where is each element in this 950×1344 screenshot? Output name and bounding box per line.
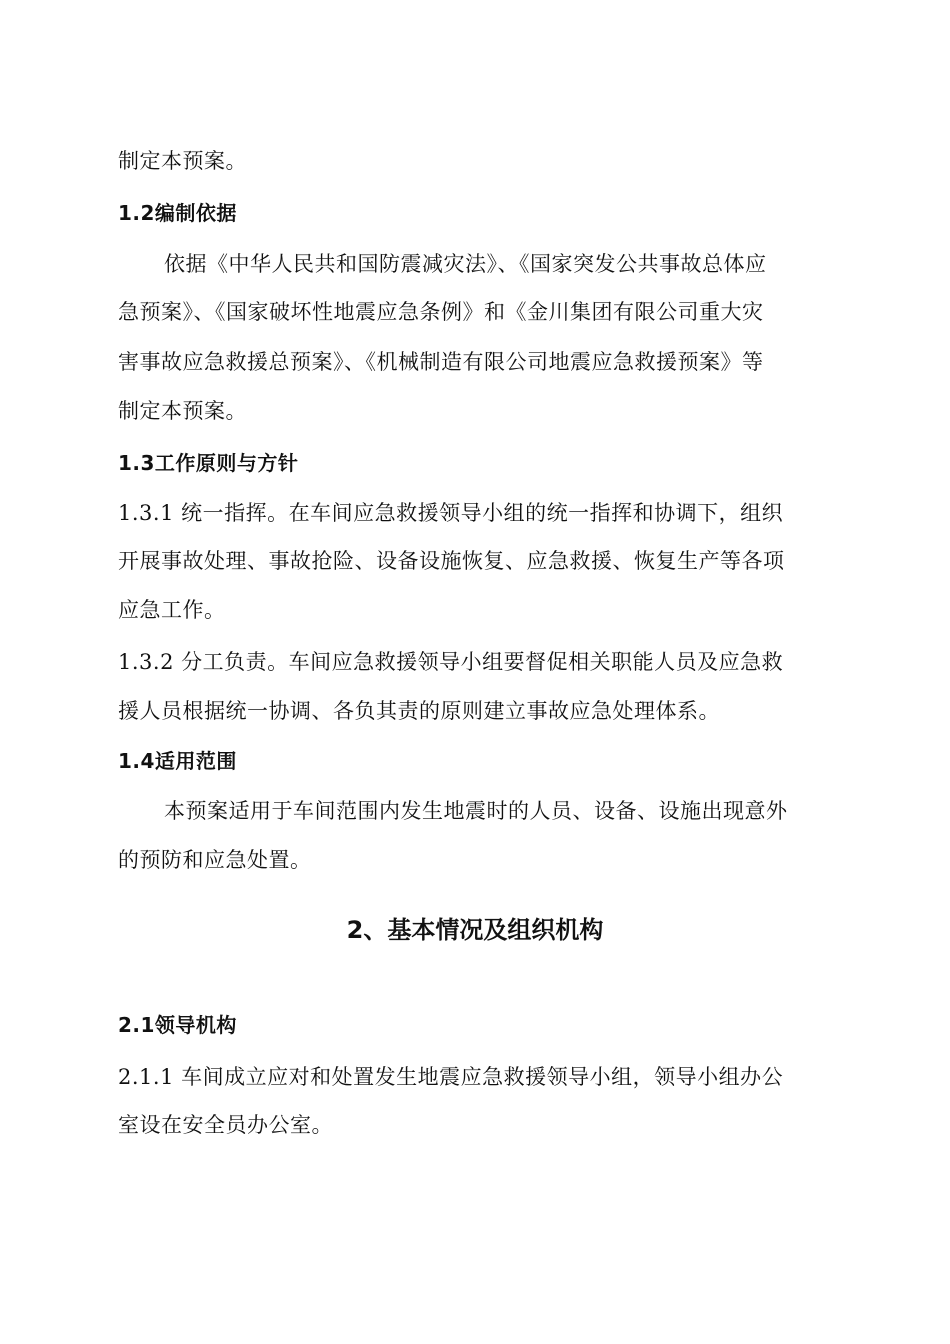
paragraph-line: 2.1.1 车间成立应对和处置发生地震应急救援领导小组，领导小组办公 — [118, 1065, 784, 1089]
paragraph-line: 害事故应急救援总预案》、《机械制造有限公司地震应急救援预案》等 — [118, 350, 764, 374]
section-heading-1-3: 1.3工作原则与方针 — [118, 451, 299, 475]
paragraph-line: 急预案》、《国家破坏性地震应急条例》和《金川集团有限公司重大灾 — [118, 300, 764, 324]
section-heading-1-4: 1.4适用范围 — [118, 749, 237, 773]
paragraph-line: 1.3.1 统一指挥。在车间应急救援领导小组的统一指挥和协调下，组织 — [118, 501, 784, 525]
paragraph-line: 的预防和应急处置。 — [118, 848, 312, 872]
paragraph-line: 本预案适用于车间范围内发生地震时的人员、设备、设施出现意外 — [164, 799, 788, 823]
paragraph-line: 制定本预案。 — [118, 399, 247, 423]
paragraph-line: 援人员根据统一协调、各负其责的原则建立事故应急处理体系。 — [118, 699, 720, 723]
paragraph-line: 依据《中华人民共和国防震减灾法》、《国家突发公共事故总体应 — [164, 252, 767, 276]
paragraph-line: 应急工作。 — [118, 598, 226, 622]
section-heading-2-1: 2.1领导机构 — [118, 1013, 237, 1037]
chapter-heading-2: 2、基本情况及组织机构 — [346, 916, 604, 944]
paragraph-line: 开展事故处理、事故抢险、设备设施恢复、应急救援、恢复生产等各项 — [118, 549, 785, 573]
paragraph-line: 1.3.2 分工负责。车间应急救援领导小组要督促相关职能人员及应急救 — [118, 650, 784, 674]
section-heading-1-2: 1.2编制依据 — [118, 201, 237, 225]
paragraph-line: 制定本预案。 — [118, 149, 247, 173]
paragraph-line: 室设在安全员办公室。 — [118, 1113, 333, 1137]
